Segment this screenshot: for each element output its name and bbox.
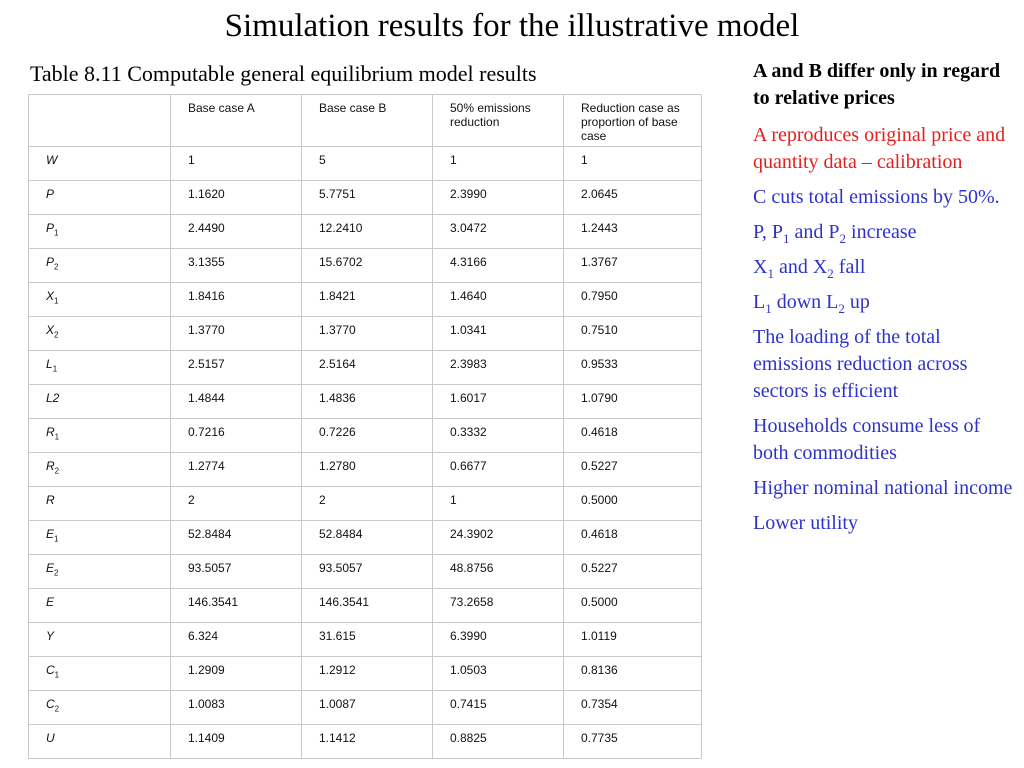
table-row <box>29 657 702 691</box>
notes-heading: A and B differ only in regard to relative prices <box>753 60 1001 109</box>
cell-variable: $C_2$ <box>29 691 171 725</box>
table-row <box>29 351 702 385</box>
cell-variable: $C_1$ <box>29 657 171 691</box>
cell-value: 1.4844 <box>171 385 302 419</box>
cell-value: 0.7950 <box>564 283 702 317</box>
table-row <box>29 725 702 759</box>
cell-value: 0.7510 <box>564 317 702 351</box>
cell-value: 1.1620 <box>171 181 302 215</box>
slide-title: Simulation results for the illustrative model <box>224 8 800 44</box>
cell-value: 31.615 <box>302 623 433 657</box>
cell-value: 1.2774 <box>171 453 302 487</box>
note-income: Higher nominal national income <box>753 477 1013 499</box>
cell-value: 1.1412 <box>302 725 433 759</box>
cell-value: 0.7226 <box>302 419 433 453</box>
cell-value: 0.7735 <box>564 725 702 759</box>
cell-value: 12.2410 <box>302 215 433 249</box>
cell-value: 146.3541 <box>171 589 302 623</box>
cell-value: 6.324 <box>171 623 302 657</box>
cell-value: 2.0645 <box>564 181 702 215</box>
table-row <box>29 419 702 453</box>
header-base-case-a: Base case A <box>171 95 302 147</box>
note-households: Households consume less of both commodities <box>753 415 981 464</box>
cell-value: 1.8416 <box>171 283 302 317</box>
cell-value: 2 <box>171 487 302 521</box>
notes-panel <box>753 58 1018 545</box>
table-row <box>29 147 702 181</box>
header-variable <box>29 95 171 147</box>
table-row <box>29 249 702 283</box>
cell-value: 0.8136 <box>564 657 702 691</box>
cell-value: 24.3902 <box>433 521 564 555</box>
cell-value: 2.5157 <box>171 351 302 385</box>
cell-value: 1.1409 <box>171 725 302 759</box>
table-row <box>29 589 702 623</box>
cell-variable: E <box>29 589 171 623</box>
cell-value: 0.5227 <box>564 453 702 487</box>
table-row <box>29 181 702 215</box>
note-utility: Lower utility <box>753 512 858 534</box>
cell-value: 0.4618 <box>564 521 702 555</box>
cell-variable: $X_1$ <box>29 283 171 317</box>
cell-value: 1 <box>171 147 302 181</box>
cell-value: 0.4618 <box>564 419 702 453</box>
cell-variable: U <box>29 725 171 759</box>
table-caption: Table 8.11 Computable general equilibrium model results <box>30 61 537 86</box>
cell-value: 0.7415 <box>433 691 564 725</box>
cell-value: 0.5227 <box>564 555 702 589</box>
table-row <box>29 453 702 487</box>
table-row <box>29 317 702 351</box>
cell-value: 1.0503 <box>433 657 564 691</box>
cell-value: 0.7354 <box>564 691 702 725</box>
table-header-row <box>29 95 702 147</box>
note-loading: The loading of the total emissions reduction across sectors is efficient <box>753 326 968 402</box>
cell-variable: Y <box>29 623 171 657</box>
cell-variable: P <box>29 181 171 215</box>
cell-value: 1.3770 <box>302 317 433 351</box>
cell-value: 4.3166 <box>433 249 564 283</box>
results-table <box>28 94 702 759</box>
cell-value: 1.8421 <box>302 283 433 317</box>
cell-value: 5 <box>302 147 433 181</box>
cell-value: 93.5057 <box>171 555 302 589</box>
cell-value: 5.7751 <box>302 181 433 215</box>
cell-value: 15.6702 <box>302 249 433 283</box>
table-row <box>29 521 702 555</box>
cell-value: 1 <box>433 487 564 521</box>
cell-value: 2.4490 <box>171 215 302 249</box>
note-labour: $L_1$ down $L_2$ up <box>753 291 870 316</box>
cell-variable: $P_1$ <box>29 215 171 249</box>
cell-value: 0.5000 <box>564 487 702 521</box>
cell-value: 1.0087 <box>302 691 433 725</box>
table-row <box>29 385 702 419</box>
cell-variable: $E_2$ <box>29 555 171 589</box>
cell-value: 1.4836 <box>302 385 433 419</box>
cell-value: 52.8484 <box>171 521 302 555</box>
cell-value: 73.2658 <box>433 589 564 623</box>
note-emissions: C cuts total emissions by 50%. <box>753 186 1000 208</box>
cell-value: 146.3541 <box>302 589 433 623</box>
cell-value: 1.0119 <box>564 623 702 657</box>
cell-value: 1.0083 <box>171 691 302 725</box>
table-row <box>29 555 702 589</box>
cell-value: 1.2780 <box>302 453 433 487</box>
note-outputs: $X_1$ and $X_2$ fall <box>753 256 866 281</box>
cell-variable: L2 <box>29 385 171 419</box>
cell-value: 93.5057 <box>302 555 433 589</box>
cell-value: 1.4640 <box>433 283 564 317</box>
cell-value: 1.0790 <box>564 385 702 419</box>
cell-value: 2.3983 <box>433 351 564 385</box>
cell-value: 1.6017 <box>433 385 564 419</box>
table-row <box>29 215 702 249</box>
cell-value: 1.3767 <box>564 249 702 283</box>
cell-value: 1.3770 <box>171 317 302 351</box>
header-base-case-b: Base case B <box>302 95 433 147</box>
cell-value: 6.3990 <box>433 623 564 657</box>
note-prices: P, $P_1$ and $P_2$ increase <box>753 221 917 246</box>
cell-value: 3.1355 <box>171 249 302 283</box>
table-row <box>29 487 702 521</box>
cell-value: 2.3990 <box>433 181 564 215</box>
cell-value: 0.3332 <box>433 419 564 453</box>
cell-value: 0.6677 <box>433 453 564 487</box>
header-emissions-reduction: 50% emissions reduction <box>433 95 564 147</box>
cell-variable: $R_2$ <box>29 453 171 487</box>
cell-variable: $E_1$ <box>29 521 171 555</box>
table-row <box>29 623 702 657</box>
cell-value: 1.2912 <box>302 657 433 691</box>
cell-value: 52.8484 <box>302 521 433 555</box>
cell-variable: R <box>29 487 171 521</box>
note-calibration: A reproduces original price and quantity data – calibration <box>753 124 1006 173</box>
cell-variable: $P_2$ <box>29 249 171 283</box>
cell-variable: $R_1$ <box>29 419 171 453</box>
table-body <box>29 147 702 759</box>
cell-value: 3.0472 <box>433 215 564 249</box>
cell-variable: $X_2$ <box>29 317 171 351</box>
cell-variable: $L_1$ <box>29 351 171 385</box>
table-row <box>29 691 702 725</box>
cell-value: 2.5164 <box>302 351 433 385</box>
table-row <box>29 283 702 317</box>
cell-value: 1 <box>564 147 702 181</box>
cell-value: 1.2443 <box>564 215 702 249</box>
cell-value: 2 <box>302 487 433 521</box>
header-reduction-proportion: Reduction case as proportion of base case <box>564 95 702 147</box>
cell-value: 48.8756 <box>433 555 564 589</box>
cell-value: 1.2909 <box>171 657 302 691</box>
cell-value: 1 <box>433 147 564 181</box>
cell-value: 0.7216 <box>171 419 302 453</box>
cell-value: 0.8825 <box>433 725 564 759</box>
cell-variable: W <box>29 147 171 181</box>
cell-value: 0.5000 <box>564 589 702 623</box>
cell-value: 0.9533 <box>564 351 702 385</box>
cell-value: 1.0341 <box>433 317 564 351</box>
